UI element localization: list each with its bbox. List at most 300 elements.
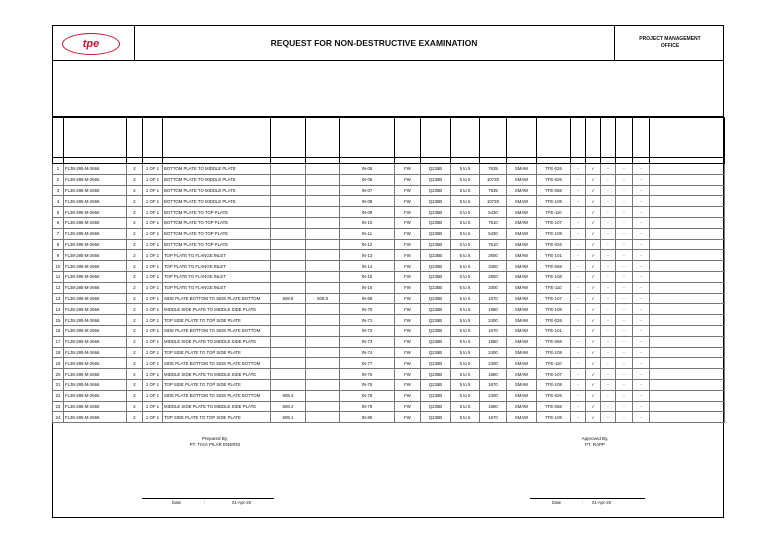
check-2-cell: ✓ <box>586 217 601 228</box>
check-4-cell: - <box>616 250 633 261</box>
row-number-cell: 1 <box>53 164 64 175</box>
joint-description-cell: TOP PLATE TO FLANGE INLET <box>163 250 271 261</box>
weld-length-cell: 1670 <box>480 293 507 304</box>
check-4-cell: - <box>616 207 633 218</box>
joint-number-cell: IN-16 <box>340 282 395 293</box>
check-3-cell: - <box>601 174 616 185</box>
value-2-cell <box>306 228 340 239</box>
sheet-number-cell: 1 OF 1 <box>143 185 163 196</box>
office-label: PROJECT MANAGEMENT OFFICE <box>614 25 725 60</box>
check-3-cell: - <box>601 325 616 336</box>
drawing-number-cell: FL38-285-M-2666 <box>64 325 127 336</box>
value-2-cell <box>306 250 340 261</box>
value-1-cell <box>271 164 306 175</box>
value-1-cell <box>271 347 306 358</box>
row-number-cell: 9 <box>53 250 64 261</box>
welder-id-cell: TFE-110 <box>537 358 571 369</box>
check-1-cell: - <box>571 239 586 250</box>
weld-process-cell: SMAW <box>507 185 537 196</box>
weld-length-cell: 2800 <box>480 271 507 282</box>
joint-number-cell: IN-06 <box>340 174 395 185</box>
material-cell: Q235B <box>421 304 451 315</box>
row-number-cell: 21 <box>53 379 64 390</box>
weld-type-cell: FW <box>395 239 421 250</box>
table-row <box>53 347 725 358</box>
value-1-cell <box>271 304 306 315</box>
table-row <box>53 217 725 228</box>
welder-id-cell: TFE-026 <box>537 239 571 250</box>
revision-cell: 2 <box>127 261 143 272</box>
approved-date-label: Date <box>552 500 562 505</box>
sheet-number-cell: 1 OF 1 <box>143 304 163 315</box>
check-5-cell: - <box>633 315 650 326</box>
drawing-number-cell: FL38-285-M-2666 <box>64 174 127 185</box>
table-row <box>53 271 725 282</box>
weld-length-cell: 7510 <box>480 217 507 228</box>
value-1-cell <box>271 271 306 282</box>
value-2-cell <box>306 336 340 347</box>
welder-id-cell: TFE-026 <box>537 315 571 326</box>
welder-id-cell: TFE-108 <box>537 271 571 282</box>
check-1-cell: - <box>571 217 586 228</box>
welder-id-cell: TFE-108 <box>537 196 571 207</box>
table-row <box>53 293 725 304</box>
material-cell: Q235B <box>421 207 451 218</box>
revision-cell: 2 <box>127 401 143 412</box>
weld-process-cell: SMAW <box>507 325 537 336</box>
drawing-number-cell: FL38-285-M-2666 <box>64 164 127 175</box>
revision-cell: 2 <box>127 412 143 423</box>
check-1-cell: - <box>571 390 586 401</box>
drawing-number-cell: FL38-285-M-2666 <box>64 196 127 207</box>
sheet-number-cell: 1 OF 1 <box>143 164 163 175</box>
check-4-cell: - <box>616 401 633 412</box>
check-5-cell: - <box>633 239 650 250</box>
row-number-cell: 16 <box>53 325 64 336</box>
weld-length-cell: 7635 <box>480 164 507 175</box>
check-3-cell: - <box>601 261 616 272</box>
check-2-cell: ✓ <box>586 336 601 347</box>
revision-cell: 2 <box>127 228 143 239</box>
weld-type-cell: FW <box>395 228 421 239</box>
check-3-cell: - <box>601 358 616 369</box>
row-number-cell: 12 <box>53 282 64 293</box>
check-2-cell: ✓ <box>586 401 601 412</box>
check-1-cell: - <box>571 325 586 336</box>
material-cell: Q235B <box>421 401 451 412</box>
sheet-number-cell: 1 OF 1 <box>143 336 163 347</box>
drawing-number-cell: FL38-285-M-2666 <box>64 207 127 218</box>
material-cell: Q235B <box>421 261 451 272</box>
check-1-cell: - <box>571 164 586 175</box>
check-5-cell: - <box>633 261 650 272</box>
value-1-cell <box>271 315 306 326</box>
sheet-number-cell: 1 OF 1 <box>143 207 163 218</box>
check-2-cell: ✓ <box>586 185 601 196</box>
prepared-date-value: 01-Apr-20 <box>232 500 252 505</box>
value-1-cell: 608.2 <box>271 401 306 412</box>
weld-length-cell: 2400 <box>480 358 507 369</box>
drawing-number-cell: FL38-285-M-2666 <box>64 293 127 304</box>
check-3-cell: - <box>601 217 616 228</box>
weld-type-cell: FW <box>395 271 421 282</box>
check-3-cell: - <box>601 250 616 261</box>
weld-process-cell: SMAW <box>507 336 537 347</box>
joint-description-cell: MIDDLE SIDE PLATE TO MIDDLE SIDE PLATE <box>163 336 271 347</box>
weld-type-cell: FW <box>395 293 421 304</box>
table-row <box>53 336 725 347</box>
joint-number-cell: IN-76 <box>340 369 395 380</box>
check-5-cell: - <box>633 196 650 207</box>
remarks-cell <box>650 401 725 412</box>
check-1-cell: - <box>571 261 586 272</box>
row-number-cell: 22 <box>53 390 64 401</box>
table-row <box>53 174 725 185</box>
value-2-cell <box>306 390 340 401</box>
weld-process-cell: SMAW <box>507 261 537 272</box>
check-5-cell: - <box>633 325 650 336</box>
value-2-cell <box>306 304 340 315</box>
joint-number-cell: IN-15 <box>340 271 395 282</box>
joint-description-cell: BOTTOM PLATE TO MIDDLE PLATE <box>163 196 271 207</box>
drawing-number-cell: FL38-285-M-2666 <box>64 271 127 282</box>
remarks-cell <box>650 358 725 369</box>
value-2-cell <box>306 379 340 390</box>
thickness-cell: 5 to 5 <box>451 282 480 293</box>
check-5-cell: - <box>633 282 650 293</box>
table-row <box>53 250 725 261</box>
row-number-cell: 18 <box>53 347 64 358</box>
table-row <box>53 282 725 293</box>
check-4-cell: - <box>616 228 633 239</box>
check-2-cell: ✓ <box>586 293 601 304</box>
value-2-cell <box>306 347 340 358</box>
thickness-cell: 5 to 5 <box>451 271 480 282</box>
drawing-number-cell: FL38-285-M-2666 <box>64 185 127 196</box>
check-3-cell: - <box>601 390 616 401</box>
check-3-cell: - <box>601 207 616 218</box>
check-2-cell: ✓ <box>586 379 601 390</box>
sheet-number-cell: 1 OF 1 <box>143 250 163 261</box>
weld-length-cell: 2800 <box>480 250 507 261</box>
check-1-cell: - <box>571 336 586 347</box>
table-row <box>53 239 725 250</box>
check-1-cell: - <box>571 271 586 282</box>
check-2-cell: ✓ <box>586 207 601 218</box>
drawing-number-cell: FL38-285-M-2666 <box>64 347 127 358</box>
row-number-cell: 4 <box>53 196 64 207</box>
sheet-number-cell: 1 OF 1 <box>143 261 163 272</box>
welder-id-cell: TFE-108 <box>537 412 571 423</box>
check-5-cell: - <box>633 401 650 412</box>
check-4-cell: - <box>616 390 633 401</box>
check-4-cell: - <box>616 185 633 196</box>
material-cell: Q235B <box>421 271 451 282</box>
table-row <box>53 207 725 218</box>
joint-number-cell: IN-73 <box>340 336 395 347</box>
material-cell: Q235B <box>421 196 451 207</box>
remarks-cell <box>650 185 725 196</box>
check-3-cell: - <box>601 369 616 380</box>
value-2-cell <box>306 325 340 336</box>
check-5-cell: - <box>633 207 650 218</box>
weld-type-cell: FW <box>395 250 421 261</box>
joint-number-cell: IN-74 <box>340 347 395 358</box>
weld-length-cell: 5430 <box>480 207 507 218</box>
joint-number-cell: IN-72 <box>340 325 395 336</box>
welder-id-cell: TFE-110 <box>537 207 571 218</box>
thickness-cell: 5 to 5 <box>451 207 480 218</box>
check-5-cell: - <box>633 412 650 423</box>
weld-length-cell: 2400 <box>480 390 507 401</box>
weld-length-cell: 3400 <box>480 261 507 272</box>
weld-length-cell: 7510 <box>480 239 507 250</box>
approved-date-line <box>530 498 645 506</box>
nde-table <box>52 117 725 423</box>
material-cell: Q235B <box>421 315 451 326</box>
check-2-cell: ✓ <box>586 271 601 282</box>
logo-text: tpe <box>82 38 100 50</box>
value-1-cell <box>271 379 306 390</box>
value-1-cell <box>271 239 306 250</box>
check-1-cell: - <box>571 379 586 390</box>
row-number-cell: 14 <box>53 304 64 315</box>
thickness-cell: 5 to 5 <box>451 174 480 185</box>
joint-description-cell: BOTTOM PLATE TO TOP PLATE <box>163 207 271 218</box>
row-number-cell: 13 <box>53 293 64 304</box>
thickness-cell: 5 to 5 <box>451 369 480 380</box>
value-1-cell: 608.4 <box>271 390 306 401</box>
welder-id-cell: TFE-108 <box>537 379 571 390</box>
check-2-cell: ✓ <box>586 304 601 315</box>
table-row <box>53 412 725 423</box>
row-number-cell: 8 <box>53 239 64 250</box>
check-5-cell: - <box>633 369 650 380</box>
thickness-cell: 5 to 5 <box>451 239 480 250</box>
check-5-cell: - <box>633 379 650 390</box>
joint-number-cell: IN-10 <box>340 217 395 228</box>
check-1-cell: - <box>571 207 586 218</box>
check-2-cell: ✓ <box>586 358 601 369</box>
value-1-cell <box>271 358 306 369</box>
value-1-cell <box>271 336 306 347</box>
check-5-cell: - <box>633 217 650 228</box>
weld-type-cell: FW <box>395 347 421 358</box>
row-number-cell: 20 <box>53 369 64 380</box>
check-2-cell: ✓ <box>586 239 601 250</box>
check-3-cell: - <box>601 347 616 358</box>
company-logo <box>62 33 120 55</box>
joint-description-cell: MIDDLE SIDE PLATE TO MIDDLE SIDE PLATE <box>163 401 271 412</box>
check-1-cell: - <box>571 174 586 185</box>
welder-id-cell: TFE-108 <box>537 304 571 315</box>
weld-length-cell: 1670 <box>480 379 507 390</box>
weld-length-cell: 1980 <box>480 304 507 315</box>
weld-type-cell: FW <box>395 304 421 315</box>
remarks-cell <box>650 271 725 282</box>
check-5-cell: - <box>633 174 650 185</box>
welder-id-cell: TFE-107 <box>537 217 571 228</box>
weld-type-cell: FW <box>395 164 421 175</box>
joint-description-cell: TOP PLATE TO FLANGE INLET <box>163 261 271 272</box>
weld-length-cell: 3400 <box>480 282 507 293</box>
check-3-cell: - <box>601 164 616 175</box>
weld-process-cell: SMAW <box>507 390 537 401</box>
thickness-cell: 5 to 5 <box>451 304 480 315</box>
check-2-cell: ✓ <box>586 315 601 326</box>
row-number-cell: 24 <box>53 412 64 423</box>
thickness-cell: 5 to 5 <box>451 250 480 261</box>
row-number-cell: 5 <box>53 207 64 218</box>
remarks-cell <box>650 390 725 401</box>
value-2-cell <box>306 282 340 293</box>
material-cell: Q235B <box>421 336 451 347</box>
check-4-cell: - <box>616 325 633 336</box>
thickness-cell: 5 to 5 <box>451 228 480 239</box>
remarks-cell <box>650 261 725 272</box>
approved-by-org: PT. RAPP <box>584 442 605 447</box>
value-2-cell: 608.8 <box>306 293 340 304</box>
sheet-number-cell: 1 OF 1 <box>143 239 163 250</box>
approved-date-value: 01-Apr-20 <box>592 500 612 505</box>
material-cell: Q235B <box>421 282 451 293</box>
material-cell: Q235B <box>421 412 451 423</box>
value-1-cell <box>271 325 306 336</box>
weld-process-cell: SMAW <box>507 207 537 218</box>
joint-number-cell: IN-14 <box>340 261 395 272</box>
check-3-cell: - <box>601 196 616 207</box>
check-2-cell: ✓ <box>586 228 601 239</box>
check-5-cell: - <box>633 164 650 175</box>
sheet-number-cell: 1 OF 1 <box>143 412 163 423</box>
weld-process-cell: SMAW <box>507 271 537 282</box>
material-cell: Q235B <box>421 379 451 390</box>
weld-type-cell: FW <box>395 390 421 401</box>
weld-type-cell: FW <box>395 196 421 207</box>
drawing-number-cell: FL38-285-M-2666 <box>64 228 127 239</box>
remarks-cell <box>650 207 725 218</box>
welder-id-cell: TFE-108 <box>537 347 571 358</box>
value-2-cell <box>306 369 340 380</box>
prepared-by-block <box>160 436 270 448</box>
thickness-cell: 5 to 5 <box>451 261 480 272</box>
welder-id-cell: TFE-101 <box>537 325 571 336</box>
weld-type-cell: FW <box>395 336 421 347</box>
weld-process-cell: SMAW <box>507 196 537 207</box>
revision-cell: 2 <box>127 369 143 380</box>
remarks-cell <box>650 412 725 423</box>
joint-description-cell: BOTTOM PLATE TO TOP PLATE <box>163 228 271 239</box>
drawing-number-cell: FL38-285-M-2666 <box>64 315 127 326</box>
prepared-date-line <box>142 498 274 506</box>
joint-description-cell: MIDDLE SIDE PLATE TO MIDDLE SIDE PLATE <box>163 369 271 380</box>
weld-process-cell: SMAW <box>507 164 537 175</box>
table-row <box>53 315 725 326</box>
value-1-cell <box>271 369 306 380</box>
joint-number-cell: IN-13 <box>340 250 395 261</box>
check-1-cell: - <box>571 185 586 196</box>
revision-cell: 2 <box>127 174 143 185</box>
drawing-number-cell: FL38-285-M-2666 <box>64 401 127 412</box>
revision-cell: 2 <box>127 207 143 218</box>
check-3-cell: - <box>601 379 616 390</box>
value-2-cell <box>306 239 340 250</box>
weld-process-cell: SMAW <box>507 304 537 315</box>
check-3-cell: - <box>601 412 616 423</box>
weld-length-cell: 10730 <box>480 174 507 185</box>
check-1-cell: - <box>571 293 586 304</box>
drawing-number-cell: FL38-285-M-2666 <box>64 390 127 401</box>
joint-number-cell: IN-12 <box>340 239 395 250</box>
welder-id-cell: TFE-026 <box>537 390 571 401</box>
material-cell: Q235B <box>421 325 451 336</box>
sheet-number-cell: 1 OF 1 <box>143 228 163 239</box>
value-1-cell <box>271 185 306 196</box>
prepared-by-label: Prepared By, <box>202 436 228 441</box>
thickness-cell: 5 to 5 <box>451 401 480 412</box>
weld-process-cell: SMAW <box>507 401 537 412</box>
joint-number-cell: IN-05 <box>340 164 395 175</box>
check-1-cell: - <box>571 401 586 412</box>
drawing-number-cell: FL38-285-M-2666 <box>64 282 127 293</box>
check-1-cell: - <box>571 250 586 261</box>
value-1-cell <box>271 250 306 261</box>
check-4-cell: - <box>616 304 633 315</box>
weld-type-cell: FW <box>395 207 421 218</box>
table-row <box>53 390 725 401</box>
remarks-cell <box>650 164 725 175</box>
joint-description-cell: TOP PLATE TO FLANGE INLET <box>163 282 271 293</box>
joint-number-cell: IN-11 <box>340 228 395 239</box>
thickness-cell: 5 to 5 <box>451 336 480 347</box>
check-4-cell: - <box>616 347 633 358</box>
joint-description-cell: SIDE PLATE BOTTOM TO SIDE PLATE BOTTOM <box>163 293 271 304</box>
value-2-cell <box>306 196 340 207</box>
check-3-cell: - <box>601 315 616 326</box>
remarks-cell <box>650 315 725 326</box>
check-1-cell: - <box>571 347 586 358</box>
material-cell: Q235B <box>421 358 451 369</box>
weld-length-cell: 1980 <box>480 336 507 347</box>
revision-cell: 2 <box>127 196 143 207</box>
joint-number-cell: IN-08 <box>340 196 395 207</box>
drawing-number-cell: FL38-285-M-2666 <box>64 261 127 272</box>
check-2-cell: ✓ <box>586 250 601 261</box>
value-2-cell <box>306 358 340 369</box>
value-1-cell <box>271 196 306 207</box>
check-1-cell: - <box>571 304 586 315</box>
material-cell: Q235B <box>421 164 451 175</box>
weld-process-cell: SMAW <box>507 293 537 304</box>
weld-type-cell: FW <box>395 185 421 196</box>
drawing-number-cell: FL38-285-M-2666 <box>64 336 127 347</box>
remarks-cell <box>650 250 725 261</box>
joint-description-cell: BOTTOM PLATE TO MIDDLE PLATE <box>163 174 271 185</box>
row-number-cell: 10 <box>53 261 64 272</box>
revision-cell: 2 <box>127 164 143 175</box>
weld-length-cell: 1670 <box>480 325 507 336</box>
material-cell: Q235B <box>421 174 451 185</box>
welder-id-cell: TFE-026 <box>537 164 571 175</box>
weld-process-cell: SMAW <box>507 315 537 326</box>
value-2-cell <box>306 315 340 326</box>
value-2-cell <box>306 401 340 412</box>
check-4-cell: - <box>616 379 633 390</box>
sheet-number-cell: 1 OF 1 <box>143 293 163 304</box>
check-1-cell: - <box>571 196 586 207</box>
weld-process-cell: SMAW <box>507 282 537 293</box>
material-cell: Q235B <box>421 293 451 304</box>
